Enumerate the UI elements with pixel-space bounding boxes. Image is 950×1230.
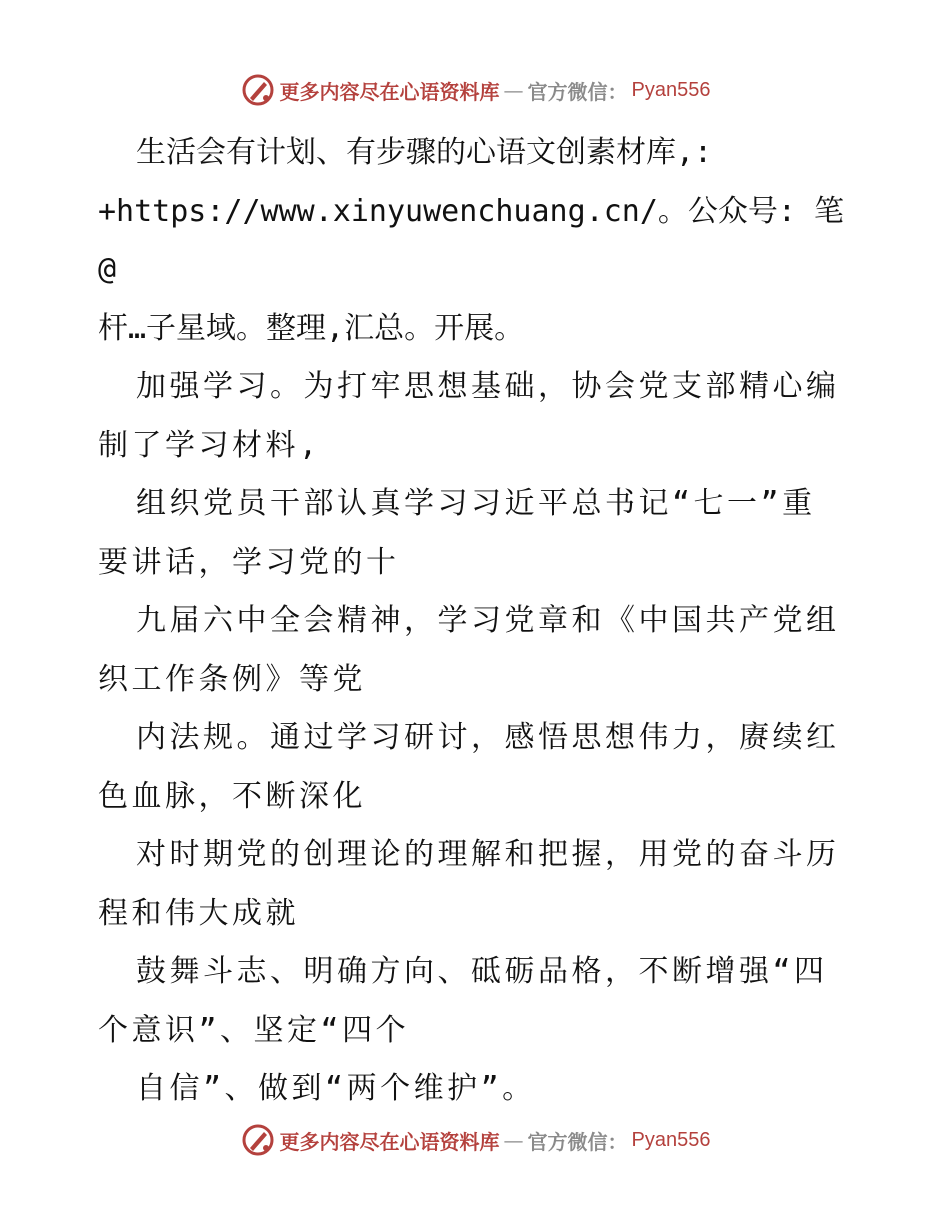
watermark-title: 更多内容尽在心语资料库: [279, 79, 500, 104]
watermark-wechat-id: Pyan556: [631, 1128, 711, 1151]
watermark-separator: —: [503, 1128, 524, 1152]
paragraph-7: 鼓舞斗志、明确方向、砥砺品格，不断增强“四 个意识”、坚定“四个: [98, 954, 828, 1048]
watermark-title: 更多内容尽在心语资料库: [279, 1129, 500, 1154]
footer-watermark: [0, 1120, 950, 1160]
watermark-wechat-id: Pyan556: [631, 78, 711, 101]
paragraph-3: 组织党员干部认真学习习近平总书记“七一”重 要讲话，学习党的十: [98, 486, 816, 580]
paragraph-2: 加强学习。为打牢思想基础，协会党支部精心编 制了学习材料,: [98, 369, 840, 463]
paragraph-8: 自信”、做到“两个维护”。: [136, 1071, 536, 1106]
watermark-official-label: 官方微信：: [527, 79, 628, 104]
paragraph-1: 生活会有计划、有步骤的心语文创素材库,: +https://www.xinyuwenchuang.cn/。公众号: 笔@ 杆…子星域。整理,汇总。开展。: [98, 135, 845, 346]
pen-logo-icon: [240, 72, 276, 108]
paragraph-6: 对时期党的创理论的理解和把握，用党的奋斗历 程和伟大成就: [98, 837, 840, 931]
paragraph-5: 内法规。通过学习研讨，感悟思想伟力，赓续红 色血脉，不断深化: [98, 720, 840, 814]
watermark-separator: —: [503, 78, 524, 102]
header-watermark: [0, 70, 950, 110]
paragraph-4: 九届六中全会精神，学习党章和《中国共产党组 织工作条例》等党: [98, 603, 840, 697]
pen-logo-icon: [240, 1122, 276, 1158]
document-body: [98, 124, 858, 1119]
watermark-official-label: 官方微信：: [527, 1129, 628, 1154]
